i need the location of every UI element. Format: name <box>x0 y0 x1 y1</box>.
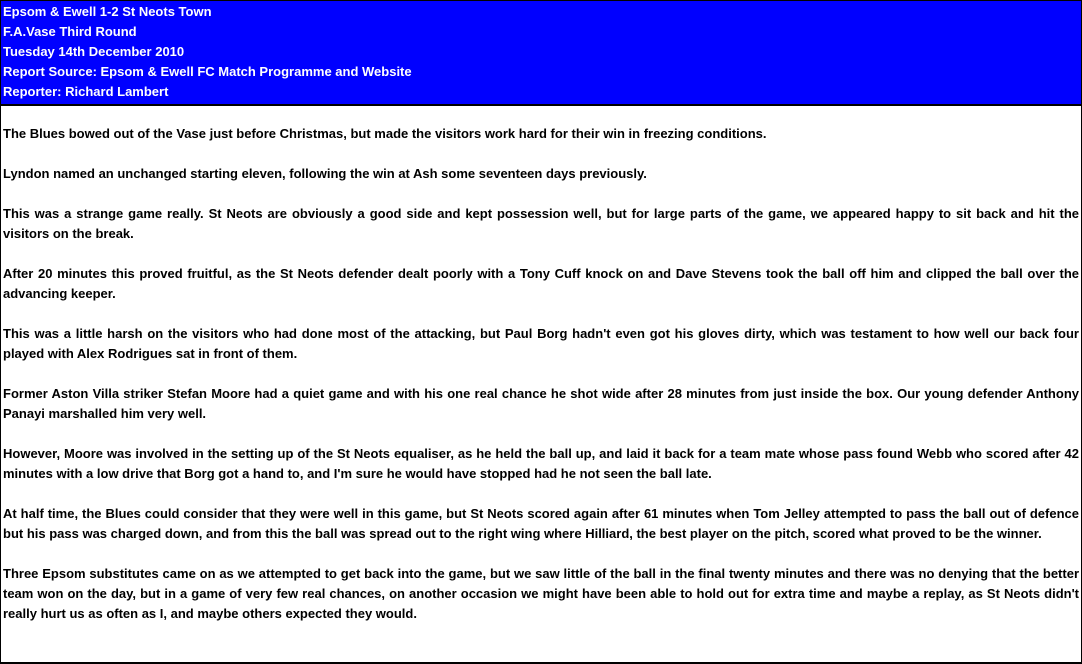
report-paragraph: However, Moore was involved in the setting up of the St Neots equaliser, as he held the ball up, and laid it back for a team mate whose pass found Webb who scored after 42 minutes with a low drive that Borg got a hand to, and I'm sure he would have stopped had he not seen the ball late. <box>3 446 1079 481</box>
report-paragraph: At half time, the Blues could consider that they were well in this game, but St Neots scored again after 61 minutes when Tom Jelley attempted to pass the ball out of defence but his pass was charged down, and from this the ball was spread out to the right wing where Hilliard, the best player on the pitch, scored what proved to be the winner. <box>3 506 1079 541</box>
report-paragraph: Lyndon named an unchanged starting eleven, following the win at Ash some seventeen days previously. <box>3 166 647 181</box>
reporter-line: Reporter: Richard Lambert <box>3 84 169 99</box>
report-paragraph: Former Aston Villa striker Stefan Moore had a quiet game and with his one real chance he shot wide after 28 minutes from just inside the box. Our young defender Anthony Panayi marshalled him very well. <box>3 386 1079 421</box>
report-paragraph: Three Epsom substitutes came on as we attempted to get back into the game, but we saw little of the ball in the final twenty minutes and there was no denying that the better team won on the day, but in a game of very few real chances, on another occasion we might have been able to hold out for extra time and maybe a replay, as St Neots didn't really hurt us as often as I, and maybe others expected they would. <box>3 566 1079 621</box>
report-paragraph: This was a strange game really. St Neots are obviously a good side and kept possession well, but for large parts of the game, we appeared happy to sit back and hit the visitors on the break. <box>3 206 1079 241</box>
match-date-line: Tuesday 14th December 2010 <box>3 44 185 59</box>
report-paragraph: This was a little harsh on the visitors who had done most of the attacking, but Paul Borg hadn't even got his gloves dirty, which was testament to how well our back four played with Alex Rodrigues sat in front of them. <box>3 326 1079 361</box>
report-body <box>1 106 1081 624</box>
report-paragraph: After 20 minutes this proved fruitful, as the St Neots defender dealt poorly with a Tony Cuff knock on and Dave Stevens took the ball off him and clipped the ball over the advancing keeper. <box>3 266 1079 301</box>
competition-line: F.A.Vase Third Round <box>3 24 137 39</box>
match-result-title: Epsom & Ewell 1-2 St Neots Town <box>3 4 212 19</box>
report-paragraph: The Blues bowed out of the Vase just before Christmas, but made the visitors work hard for their win in freezing conditions. <box>3 126 767 141</box>
report-header <box>1 1 1081 106</box>
report-source-line: Report Source: Epsom & Ewell FC Match Programme and Website <box>3 64 412 79</box>
